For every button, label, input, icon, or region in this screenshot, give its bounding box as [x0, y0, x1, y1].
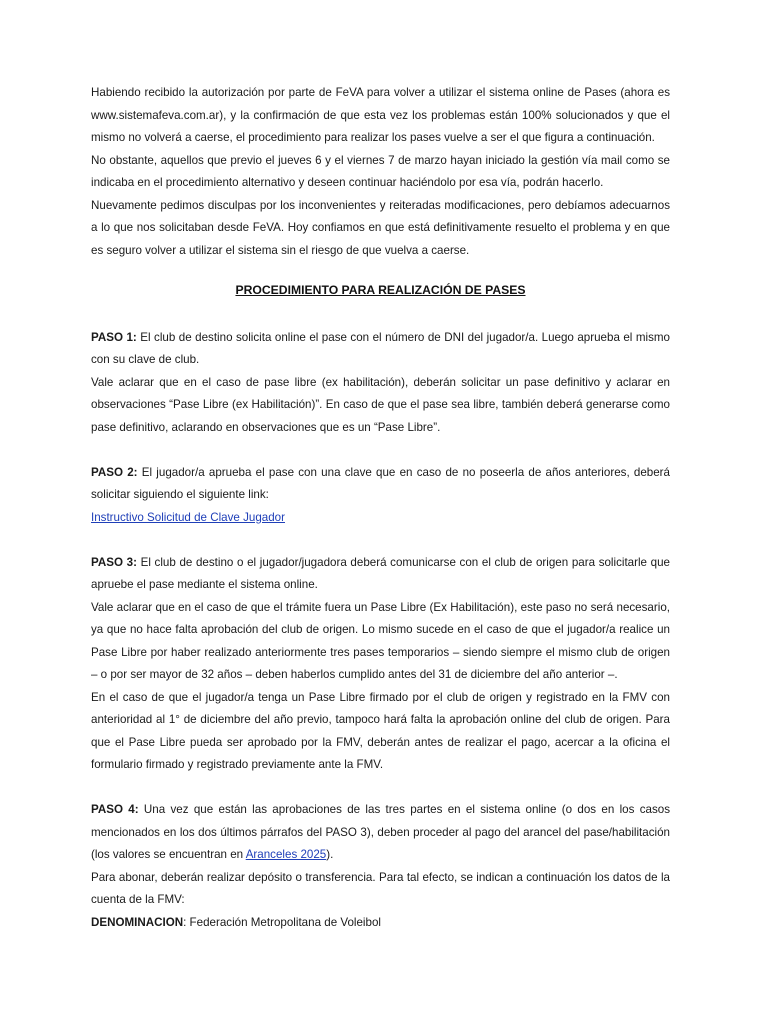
paso-3-paragraph: [91, 552, 670, 597]
denominacion-line: [91, 912, 670, 935]
paso-1-text: El club de destino solicita online el pase con el número de DNI del jugador/a. Luego aprueba el mismo con su clave de club.: [91, 330, 670, 366]
paso-4-paragraph: [91, 799, 670, 867]
intro-paragraph-2: No obstante, aquellos que previo el jueves 6 y el viernes 7 de marzo hayan iniciado la gestión vía mail como se indicaba en el procedimiento alternativo y deseen continuar haciéndolo por esa vía, podrán hacerlo.: [91, 153, 670, 189]
paso-2-link-line: [91, 507, 670, 530]
paso-3-note-1: Vale aclarar que en el caso de que el trámite fuera un Pase Libre (Ex Habilitación), este paso no será necesario, ya que no hace falta aprobación del club de origen. Lo mismo sucede en el caso de que el jugador/a realice un Pase Libre por haber realizado anteriormente tres pases temporarios – siendo siempre el mismo club de origen – o por ser mayor de 32 años – deben haberlos cumplido antes del 31 de diciembre del año anterior –.: [91, 600, 670, 681]
paso-4-text-end: ).: [326, 848, 334, 861]
document-page: [91, 82, 670, 934]
paso-3-label: PASO 3:: [91, 555, 137, 569]
spacer: [91, 777, 670, 800]
intro-paragraph-3: Nuevamente pedimos disculpas por los inconvenientes y reiteradas modificaciones, pero debíamos adecuarnos a lo que nos solicitaban desde FeVA. Hoy confiamos en que está definitivamente resuelto el problema y en que es seguro volver a utilizar el sistema sin el riesgo de que vuelva a caerse.: [91, 198, 670, 257]
paso-2-label: PASO 2:: [91, 465, 138, 479]
paso-4-label: PASO 4:: [91, 803, 139, 816]
paso-2-text: El jugador/a aprueba el pase con una clave que en caso de no poseerla de años anteriores, deberá solicitar siguiendo el siguiente link:: [91, 465, 670, 501]
denominacion-value: : Federación Metropolitana de Voleibol: [183, 915, 381, 929]
paso-1-note: Vale aclarar que en el caso de pase libre (ex habilitación), deberán solicitar un pase definitivo y aclarar en observaciones “Pase Libre (ex Habilitación)”. En caso de que el pase sea libre, también deberá generarse como pase definitivo, aclarando en observaciones que es un “Pase Libre”.: [91, 375, 670, 434]
intro-paragraph-1: Habiendo recibido la autorización por parte de FeVA para volver a utilizar el sistema online de Pases (ahora es www.sistemafeva.com.ar), y la confirmación de que esta vez los problemas están 100% solucionados y que el mismo no volverá a caerse, el procedimiento para realizar los pases vuelve a ser el que figura a continuación.: [91, 86, 670, 144]
spacer: [91, 439, 670, 462]
procedure-title: PROCEDIMIENTO PARA REALIZACIÓN DE PASES: [235, 283, 526, 297]
paso-1-label: PASO 1:: [91, 330, 137, 344]
spacer: [91, 529, 670, 552]
clave-jugador-link[interactable]: Instructivo Solicitud de Clave Jugador: [91, 510, 285, 524]
paso-4-note: Para abonar, deberán realizar depósito o transferencia. Para tal efecto, se indican a continuación los datos de la cuenta de la FMV:: [91, 870, 670, 906]
paso-1-paragraph: [91, 327, 670, 372]
paso-3-note-2: En el caso de que el jugador/a tenga un Pase Libre firmado por el club de origen y registrado en la FMV con anterioridad al 1° de diciembre del año previo, tampoco hará falta la aprobación online del club de origen. Para que el Pase Libre pueda ser aprobado por la FMV, deberán antes de realizar el pago, acercar a la oficina el formulario firmado y registrado previamente ante la FMV.: [91, 690, 670, 771]
denominacion-label: DENOMINACION: [91, 915, 184, 929]
paso-2-paragraph: [91, 462, 670, 507]
aranceles-link[interactable]: Aranceles 2025: [245, 848, 327, 861]
title-block: [91, 279, 670, 303]
paso-3-text: El club de destino o el jugador/jugadora deberá comunicarse con el club de origen para solicitarle que apruebe el pase mediante el sistema online.: [91, 555, 670, 591]
paso-4-text: Una vez que están las aprobaciones de las tres partes en el sistema online (o dos en los casos mencionados en los dos últimos párrafos del PASO 3), deben proceder al pago del arancel del pase/habilitación (los valores se encuentran en: [91, 803, 670, 861]
